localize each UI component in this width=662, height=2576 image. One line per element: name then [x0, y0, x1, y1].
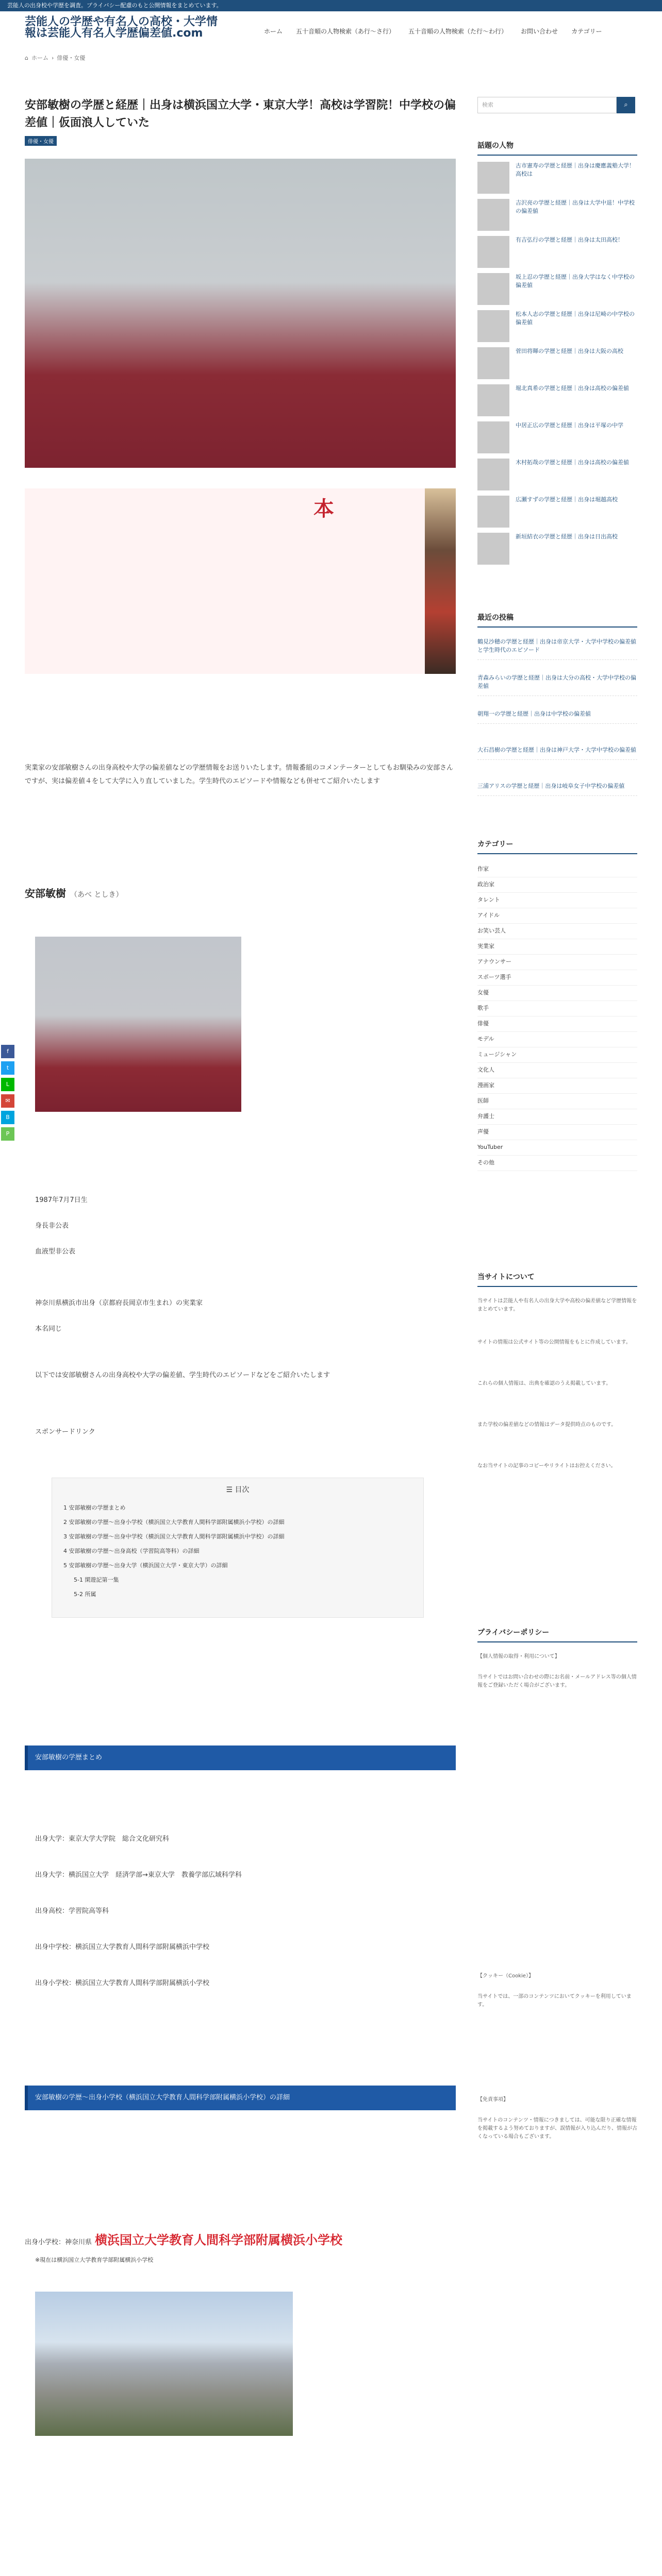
summary-item: 出身大学：横浜国立大学 経済学部→東京大学 教養学部広域科学科 — [35, 1871, 242, 1879]
popular-item-title: 古市憲寿の学歴と経歴｜出身は慶應義塾大学！高校は — [516, 162, 635, 177]
about-paragraph: サイトの情報は公式サイト等の公開情報をもとに作成しています。 — [477, 1340, 631, 1345]
about-paragraph: また学校の偏差値などの情報はデータ提供時点のものです。 — [477, 1422, 617, 1428]
category-link[interactable]: 医師 — [477, 1093, 637, 1109]
person-name-heading — [25, 885, 123, 900]
site-logo[interactable]: 芸能人の学歴や有名人の高校・大学情報は芸能人有名人学歴偏差値.com — [25, 15, 218, 40]
popular-item[interactable] — [477, 459, 637, 492]
about-widget-title: 当サイトについて — [477, 1272, 637, 1287]
privacy-paragraph: 【個人情報の取得・利用について】 — [477, 1654, 560, 1659]
elementary-school-name: 横浜国立大学教育人間科学部附属横浜小学校 — [95, 2233, 343, 2247]
avatar — [477, 310, 509, 342]
breadcrumb-home[interactable]: ホーム — [31, 55, 48, 61]
article — [5, 97, 456, 2263]
nav-home[interactable]: ホーム — [264, 28, 283, 35]
toc-item[interactable]: 2 安部敏樹の学歴〜出身小学校（横浜国立大学教育人間科学部附属横浜小学校）の詳細 — [63, 1519, 285, 1526]
book-spine-image — [425, 488, 456, 674]
category-link[interactable]: その他 — [477, 1155, 637, 1171]
category-link[interactable]: モデル — [477, 1031, 637, 1047]
avatar — [477, 384, 509, 416]
popular-item[interactable] — [477, 496, 637, 529]
recent-post-link[interactable]: 鶴見沙穂の学歴と経歴｜出身は帝京大学・大学中学校の偏差値と学生時代のエピソード — [477, 638, 637, 660]
popular-item[interactable] — [477, 384, 637, 417]
summary-item: 出身高校：学習院高等科 — [35, 1907, 109, 1915]
book-ad-text: 本 — [313, 497, 334, 521]
about-paragraph: 当サイトは芸能人や有名人の出身大学や高校の偏差値など学歴情報をまとめています。 — [477, 1298, 637, 1312]
category-link[interactable]: 歌手 — [477, 1001, 637, 1016]
about-paragraph: なお当サイトの記事のコピーやリライトはお控えください。 — [477, 1463, 616, 1469]
category-link[interactable]: YouTuber — [477, 1140, 637, 1156]
category-link[interactable]: タレント — [477, 892, 637, 908]
facebook-share-icon[interactable]: f — [1, 1045, 14, 1058]
category-link[interactable]: 実業家 — [477, 939, 637, 955]
lead-paragraph: 以下では安部敏樹さんの出身高校や大学の偏差値、学生時代のエピソードなどをご紹介いたします — [35, 1371, 330, 1379]
share-buttons — [1, 1045, 14, 1144]
popular-item-title: 菅田将暉の学歴と経歴｜出身は大阪の高校 — [516, 348, 623, 354]
section-heading-summary: 安部敏樹の学歴まとめ — [25, 1745, 456, 1770]
popular-item[interactable] — [477, 347, 637, 380]
top-announcement-bar — [0, 0, 662, 11]
category-link[interactable]: 漫画家 — [477, 1078, 637, 1094]
nav-category[interactable]: カテゴリー — [571, 28, 602, 35]
table-of-contents — [52, 1478, 424, 1618]
avatar — [477, 162, 509, 194]
privacy-paragraph: 【クッキー（Cookie）】 — [477, 1973, 534, 1979]
avatar — [477, 421, 509, 453]
sidebar — [477, 97, 637, 2140]
toc-subitem[interactable]: 5-2 所属 — [74, 1591, 96, 1598]
popular-item-title: 広瀬すずの学歴と経歴｜出身は堀越高校 — [516, 496, 618, 503]
nav-index-ta-wa[interactable]: 五十音順の人物検索（た行〜わ行） — [408, 28, 508, 35]
popular-item-title: 木村拓哉の学歴と経歴｜出身は高校の偏差値 — [516, 459, 629, 466]
category-badge[interactable]: 俳優・女優 — [25, 136, 57, 146]
person-name-reading: （あべ としき） — [70, 891, 123, 899]
eyecatch-photo — [25, 159, 456, 468]
search-box — [477, 97, 637, 113]
avatar — [477, 273, 509, 305]
breadcrumb — [25, 54, 85, 62]
popular-item[interactable] — [477, 273, 637, 306]
home-icon: ⌂ — [25, 54, 28, 61]
popular-item-title: 堀北真希の学歴と経歴｜出身は高校の偏差値 — [516, 385, 629, 392]
intro-paragraph: 実業家の安部敏樹さんの出身高校や大学の偏差値などの学歴情報をお送りいたします。情報番組のコメンテーターとしてもお馴染みの安部さんですが、実は偏差値４をして大学に入り直していました。学生時代のエピソードや情報なども併せてご紹介いたします — [25, 764, 453, 785]
toc-item[interactable]: 1 安部敏樹の学歴まとめ — [63, 1504, 126, 1511]
mail-share-icon[interactable]: ✉ — [1, 1094, 14, 1108]
profile-realname: 本名同じ — [35, 1325, 62, 1333]
line-share-icon[interactable]: L — [1, 1078, 14, 1091]
popular-widget-title: 話題の人物 — [477, 140, 637, 156]
profile-birth: 1987年7月7日生 — [35, 1196, 88, 1204]
category-widget-title: カテゴリー — [477, 839, 637, 854]
nav-index-a-sa[interactable]: 五十音順の人物検索（あ行〜さ行） — [296, 28, 395, 35]
search-input[interactable]: 検索 — [477, 97, 617, 113]
privacy-widget-title: プライバシーポリシー — [477, 1627, 637, 1642]
book-ad-banner[interactable] — [25, 488, 456, 674]
privacy-paragraph: 【免責事項】 — [477, 2097, 508, 2103]
avatar — [477, 347, 509, 379]
toc-item[interactable]: 3 安部敏樹の学歴〜出身中学校（横浜国立大学教育人間科学部附属横浜中学校）の詳細 — [63, 1533, 285, 1540]
category-link[interactable]: 文化人 — [477, 1062, 637, 1078]
recent-post-link[interactable]: 青森みらいの学歴と経歴｜出身は大分の高校・大学中学校の偏差値 — [477, 674, 637, 696]
elementary-school-note: ※現在は横浜国立大学教育学部附属横浜小学校 — [35, 2257, 154, 2263]
popular-item[interactable] — [477, 421, 637, 454]
avatar — [477, 236, 509, 268]
person-name: 安部敏樹 — [25, 887, 66, 900]
search-icon[interactable]: ⌕ — [617, 97, 635, 113]
twitter-share-icon[interactable]: t — [1, 1061, 14, 1075]
category-link[interactable]: 俳優 — [477, 1016, 637, 1032]
popular-item-title: 中居正広の学歴と経歴｜出身は平塚の中学 — [516, 422, 623, 429]
summary-item: 出身小学校：横浜国立大学教育人間科学部附属横浜小学校 — [35, 1979, 210, 1987]
summary-item: 出身中学校：横浜国立大学教育人間科学部附属横浜中学校 — [35, 1943, 210, 1951]
about-paragraph: これらの個人情報は、出典を確認のうえ掲載しています。 — [477, 1381, 611, 1386]
category-link[interactable]: ミュージシャン — [477, 1047, 637, 1063]
person-photo — [35, 937, 241, 1112]
elementary-school-label: 出身小学校：神奈川県 — [25, 2239, 92, 2246]
category-link[interactable]: 声優 — [477, 1124, 637, 1140]
avatar — [477, 496, 509, 528]
category-link[interactable]: スポーツ選手 — [477, 970, 637, 986]
toc-title — [52, 1484, 423, 1495]
section-heading-elementary: 安部敏樹の学歴〜出身小学校（横浜国立大学教育人間科学部附属横浜小学校）の詳細 — [25, 2086, 456, 2110]
popular-item[interactable] — [477, 533, 637, 566]
avatar — [477, 199, 509, 231]
article-title: 安部敏樹の学歴と経歴｜出身は横浜国立大学・東京大学！高校は学習院！中学校の偏差値｜仮面浪人していた — [25, 99, 456, 129]
nav-contact[interactable]: お問い合わせ — [521, 28, 558, 35]
chevron-right-icon: › — [51, 54, 54, 61]
privacy-paragraph: 当サイトではお問い合わせの際にお名前・メールアドレス等の個人情報をご登録いただく場合がございます。 — [477, 1674, 637, 1688]
popular-item-title: 坂上忍の学歴と経歴｜出身大学はなく中学校の偏差値 — [516, 274, 635, 289]
recent-widget-title: 最近の投稿 — [477, 612, 637, 628]
category-link[interactable]: アナウンサー — [477, 954, 637, 970]
top-announcement-text: 芸能人の出身校や学歴を調査。プライバシー配慮のもと公開情報をまとめています。 — [7, 2, 222, 9]
privacy-paragraph: 当サイトでは、一部のコンテンツにおいてクッキーを利用しています。 — [477, 1994, 632, 2008]
toc-item[interactable]: 5 安部敏樹の学歴〜出身大学（横浜国立大学・東京大学）の詳細 — [63, 1562, 228, 1569]
toc-item[interactable]: 4 安部敏樹の学歴〜出身高校（学習院高等科）の詳細 — [63, 1548, 200, 1554]
global-nav — [264, 27, 602, 36]
category-link[interactable]: 作家 — [477, 861, 637, 877]
recent-post-link[interactable]: 朝翔一の学歴と経歴｜出身は中学校の偏差値 — [477, 710, 637, 724]
popular-item[interactable] — [477, 310, 637, 343]
popular-item-title: 吉沢亮の学歴と経歴｜出身は大学中退！中学校の偏差値 — [516, 199, 635, 214]
recent-post-link[interactable]: 三浦アリスの学歴と経歴｜出身は岐阜女子中学校の偏差値 — [477, 782, 637, 796]
breadcrumb-category[interactable]: 俳優・女優 — [57, 55, 86, 61]
sponsor-label: スポンサードリンク — [35, 1428, 95, 1436]
list-icon: ☰ — [226, 1486, 235, 1494]
popular-item[interactable] — [477, 162, 637, 195]
profile-origin: 神奈川県横浜市出身（京都府長岡京市生まれ）の実業家 — [35, 1299, 203, 1307]
popular-item[interactable] — [477, 199, 637, 232]
profile-blood: 血液型非公表 — [35, 1248, 76, 1256]
avatar — [477, 459, 509, 490]
summary-item: 出身大学：東京大学大学院 総合文化研究科 — [35, 1835, 170, 1843]
category-link[interactable]: 女優 — [477, 985, 637, 1001]
category-link[interactable]: お笑い芸人 — [477, 923, 637, 939]
elementary-school-line — [25, 2230, 342, 2248]
popular-item-title: 有吉弘行の学歴と経歴｜出身は太田高校！ — [516, 236, 623, 243]
avatar — [477, 533, 509, 565]
category-link[interactable]: 政治家 — [477, 877, 637, 893]
pocket-share-icon[interactable]: P — [1, 1127, 14, 1141]
category-link[interactable]: 弁護士 — [477, 1109, 637, 1125]
profile-height: 身長非公表 — [35, 1222, 69, 1230]
site-header — [0, 11, 662, 53]
hatena-share-icon[interactable]: B — [1, 1111, 14, 1124]
popular-item[interactable] — [477, 236, 637, 269]
popular-item-title: 新垣結衣の学歴と経歴｜出身は日出高校 — [516, 533, 618, 540]
toc-title-text: 目次 — [235, 1486, 250, 1494]
toc-subitem[interactable]: 5-1 閑遊記第一集 — [74, 1577, 119, 1583]
privacy-paragraph: 当サイトのコンテンツ・情報につきましては、可能な限り正確な情報を掲載するよう努めておりますが、誤情報が入り込んだり、情報が古くなっている場合もございます。 — [477, 2117, 637, 2140]
category-link[interactable]: アイドル — [477, 908, 637, 924]
popular-item-title: 松本人志の学歴と経歴｜出身は尼崎の中学校の偏差値 — [516, 311, 635, 326]
recent-post-link[interactable]: 大石昌樹の学歴と経歴｜出身は神戸大学・大学中学校の偏差値 — [477, 746, 637, 760]
school-building-photo — [35, 2292, 293, 2436]
